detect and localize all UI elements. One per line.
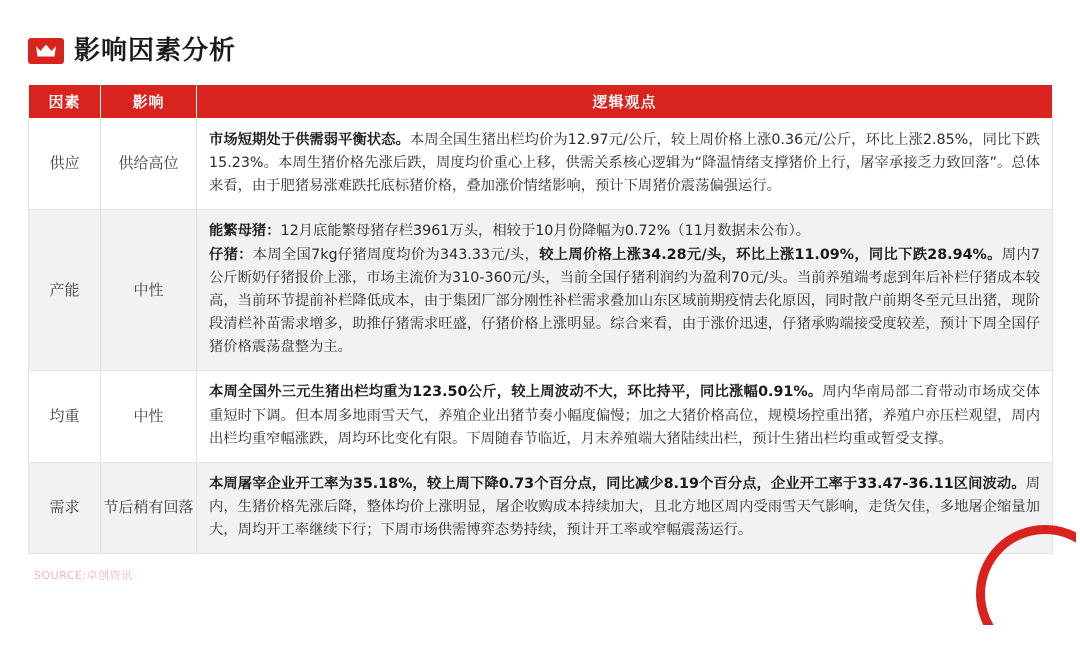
column-header-effect: 影响 bbox=[101, 85, 197, 119]
cell-factor: 供应 bbox=[29, 119, 101, 210]
page-title: 影响因素分析 bbox=[74, 36, 237, 66]
column-header-logic: 逻辑观点 bbox=[197, 85, 1053, 119]
table-row bbox=[29, 119, 1053, 210]
cell-logic: 本周全国外三元生猪出栏均重为123.50公斤，较上周波动不大，环比持平，同比涨幅0.91%。周内华南局部二育带动市场成交体重短时下调。但本周多地雨雪天气，养殖企业出猪节奏小幅度偏慢；加之大猪价格高位，规模场控重出猪，养殖户亦压栏观望，周内出栏均重窄幅涨跌，周均环比变化有限。下周随春节临近，月末养殖端大猪陆续出栏，预计生猪出栏均重或暂受支撑。 bbox=[197, 371, 1053, 462]
cell-factor: 均重 bbox=[29, 371, 101, 462]
cell-effect: 供给高位 bbox=[101, 119, 197, 210]
cell-effect: 中性 bbox=[101, 210, 197, 371]
cell-logic: 能繁母猪：12月底能繁母猪存栏3961万头，相较于10月份降幅为0.72%（11月数据未公布）。 仔猪：本周全国7kg仔猪周度均价为343.33元/头，较上周价格上涨34.28元/头，环比上涨11.09%，同比下跌28.94%。周内7公斤断奶仔猪报价上涨，市场主流价为310-360元/头，当前全国仔猪利润约为盈利70元/头。当前养殖端考虑到年后补栏仔猪成本较高，当前环节提前补栏降低成本，由于集团厂部分刚性补栏需求叠加山东区域前期疫情去化原因，同时散户前期冬至元旦出猪，现阶段清栏补苗需求增多，助推仔猪需求旺盛，仔猪价格上涨明显。综合来看，由于涨价迅速，仔猪承购端接受度较差，预计下周全国仔猪价格震荡盘整为主。 bbox=[197, 210, 1053, 371]
cell-effect: 节后稍有回落 bbox=[101, 462, 197, 553]
cell-factor: 产能 bbox=[29, 210, 101, 371]
table-row bbox=[29, 210, 1053, 371]
cell-effect: 中性 bbox=[101, 371, 197, 462]
crown-icon bbox=[28, 38, 64, 64]
cell-logic: 本周屠宰企业开工率为35.18%，较上周下降0.73个百分点，同比减少8.19个百分点，企业开工率于33.47-36.11区间波动。周内，生猪价格先涨后降，整体均价上涨明显，屠企收购成本持续加大，且北方地区周内受雨雪天气影响，走货欠佳，多地屠企缩量加大，周均开工率继续下行；下周市场供需博弈态势持续，预计开工率或窄幅震荡运行。 bbox=[197, 462, 1053, 553]
watermark-text: SOURCE:卓创资讯 bbox=[34, 569, 133, 582]
analysis-table bbox=[28, 84, 1053, 554]
table-row bbox=[29, 371, 1053, 462]
table-header-row bbox=[29, 85, 1053, 119]
cell-logic: 市场短期处于供需弱平衡状态。本周全国生猪出栏均价为12.97元/公斤，较上周价格上涨0.36元/公斤，环比上涨2.85%，同比下跌15.23%。本周生猪价格先涨后跌，周度均价重心上移，供需关系核心逻辑为“降温情绪支撑猪价上行，屠宰承接乏力致回落”。总体来看，由于肥猪易涨难跌托底标猪价格，叠加涨价情绪影响，预计下周猪价震荡偏强运行。 bbox=[197, 119, 1053, 210]
cell-factor: 需求 bbox=[29, 462, 101, 553]
column-header-factor: 因素 bbox=[29, 85, 101, 119]
page-title-row bbox=[28, 38, 236, 64]
table-row bbox=[29, 462, 1053, 553]
